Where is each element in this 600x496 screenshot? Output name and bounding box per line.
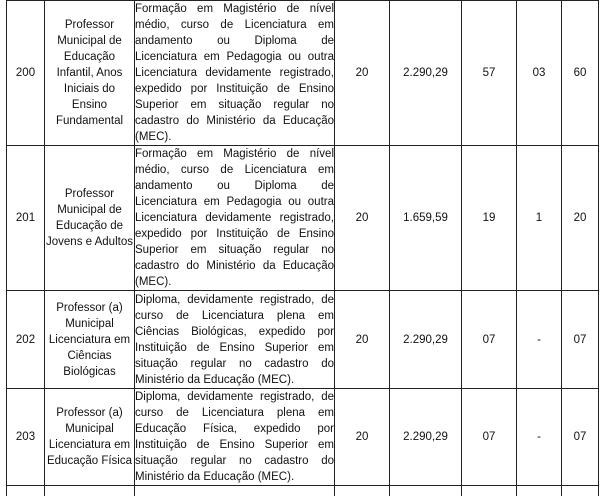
position-title: Professor Municipal de Educação de Jovens e Adultos [45,146,135,291]
vacancies-reserved: 03 [517,1,562,146]
table-row [7,389,599,486]
table-row-partial [7,486,599,496]
salary: 2.290,29 [390,291,462,389]
position-requirements: Diploma, devidamente registrado, de curso de Licenciatura plena em Educação Física, expedido por Instituição de Ensino Superior em situação regular no cadastro do Ministério da Educação (MEC). [135,389,335,486]
position-title: Professor Municipal de Educação Infantil, Anos Iniciais do Ensino Fundamental [45,1,135,146]
position-requirements: Formação em Magistério de nível médio, curso de Licenciatura em andamento ou Diploma de Licenciatura em Pedagogia ou outra Licenciatura devidamente registrado, expedido por Instituição de Ensino Superior em situação regular no cadastro do Ministério da Educação (MEC). [135,146,335,291]
position-code: 203 [7,389,45,486]
table-row [7,146,599,291]
vacancies-reserved: - [517,291,562,389]
position-title: Professor (a) Municipal Licenciatura em Educação Física [45,389,135,486]
vacancies-general: 07 [462,291,517,389]
salary: 2.290,29 [390,389,462,486]
table-row [7,291,599,389]
vacancies-reserved: 1 [517,146,562,291]
vacancies-total: 07 [562,291,599,389]
weekly-hours: 20 [335,146,390,291]
weekly-hours: 20 [335,1,390,146]
vacancies-general: 19 [462,146,517,291]
weekly-hours: 20 [335,389,390,486]
vacancies-general: 07 [462,389,517,486]
weekly-hours: 20 [335,291,390,389]
position-requirements: Diploma, devidamente registrado, de curso de Licenciatura plena em Ciências Biológicas, expedido por Instituição de Ensino Superior em situação regular no cadastro do Ministério da Educação (MEC). [135,291,335,389]
vacancies-total: 07 [562,389,599,486]
position-title: Professor (a) Municipal Licenciatura em Ciências Biológicas [45,291,135,389]
position-code: 201 [7,146,45,291]
positions-table [6,0,599,496]
position-code: 200 [7,1,45,146]
position-requirements: Formação em Magistério de nível médio, curso de Licenciatura em andamento ou Diploma de Licenciatura em Pedagogia ou outra Licenciatura devidamente registrado, expedido por Instituição de Ensino Superior em situação regular no cadastro do Ministério da Educação (MEC). [135,1,335,146]
position-code: 202 [7,291,45,389]
salary: 2.290,29 [390,1,462,146]
vacancies-reserved: - [517,389,562,486]
vacancies-total: 60 [562,1,599,146]
vacancies-general: 57 [462,1,517,146]
table-row [7,1,599,146]
vacancies-total: 20 [562,146,599,291]
salary: 1.659,59 [390,146,462,291]
